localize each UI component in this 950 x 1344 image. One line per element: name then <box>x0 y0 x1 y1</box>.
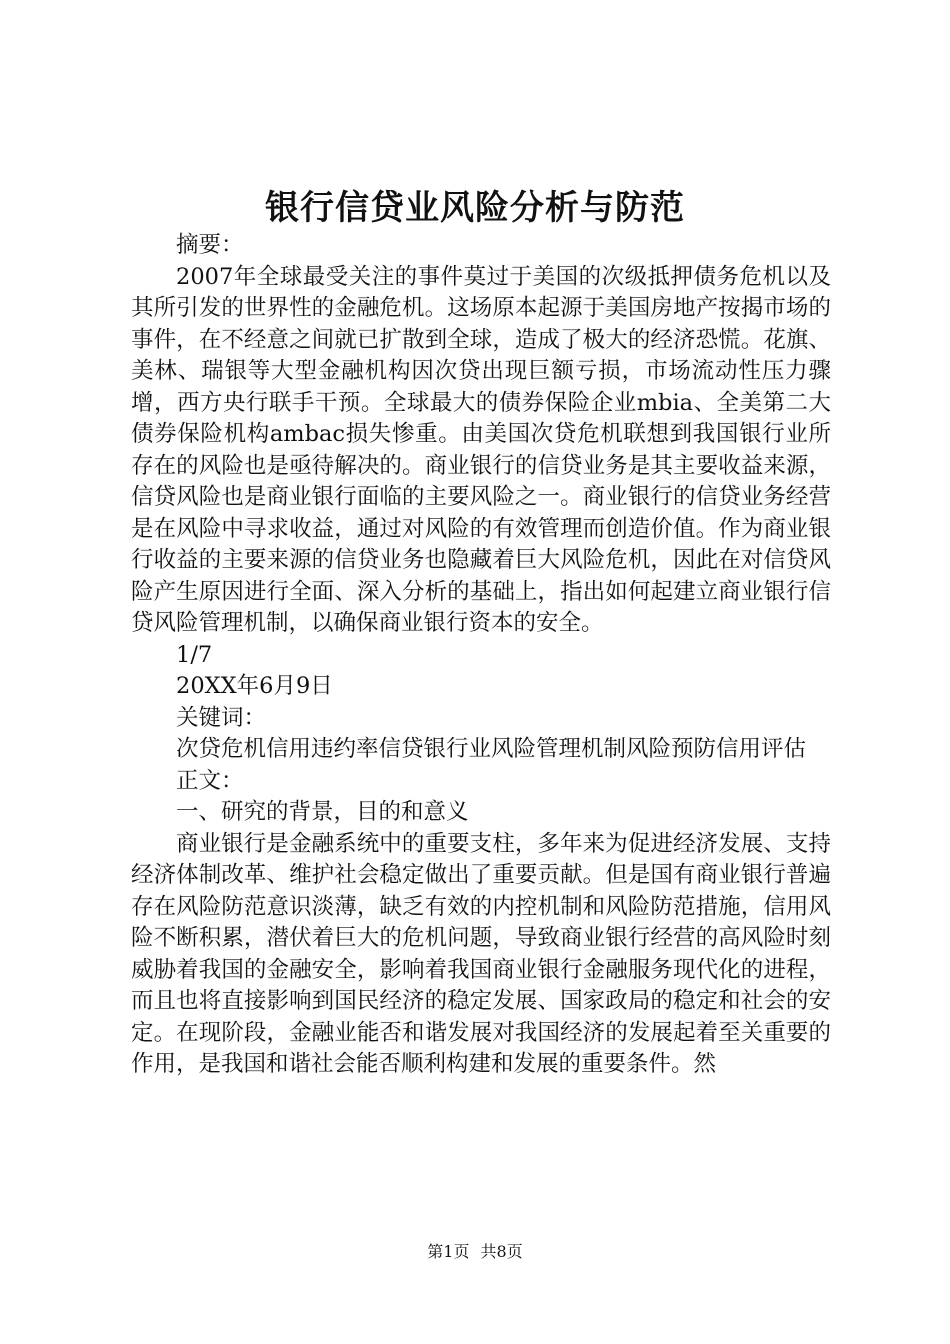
keywords-heading: 关键词： <box>176 704 267 731</box>
page-fraction: 1/7 <box>176 641 213 668</box>
page-total: 共8页 <box>480 1242 523 1261</box>
main-text-heading: 正文： <box>176 767 244 794</box>
page-number: 第1页 <box>427 1242 470 1261</box>
abstract-paragraph: 2007年全球最受关注的事件莫过于美国的次级抵押债务危机以及其所引发的世界性的金融危机。这场原本起源于美国房地产按揭市场的事件，在不经意之间就已扩散到全球，造成了极大的经济恐慌。花旗、美林、瑞银等大型金融机构因次贷出现巨额亏损，市场流动性压力骤增，西方央行联手干预。全球最大的债券保险企业mbia、全美第二大债券保险机构ambac损失惨重。由美国次贷危机联想到我国银行业所存在的风险也是亟待解决的。商业银行的信贷业务是其主要收益来源，信贷风险也是商业银行面临的主要风险之一。商业银行的信贷业务经营是在风险中寻求收益，通过对风险的有效管理而创造价值。作为商业银行收益的主要来源的信贷业务也隐藏着巨大风险危机，因此在对信贷风险产生原因进行全面、深入分析的基础上，指出如何起建立商业银行信贷风险管理机制，以确保商业银行资本的安全。 <box>131 263 831 636</box>
document-title: 银行信贷业风险分析与防范 <box>265 188 685 228</box>
abstract-heading: 摘要： <box>176 232 244 258</box>
keywords-paragraph: 次贷危机信用违约率信贷银行业风险管理机制风险预防信用评估 <box>176 736 807 762</box>
section-heading: 一、研究的背景，目的和意义 <box>176 799 469 825</box>
document-body <box>131 230 831 1081</box>
document-date: 20XX年6月9日 <box>176 673 333 699</box>
body-paragraph: 商业银行是金融系统中的重要支柱，多年来为促进经济发展、支持经济体制改革、维护社会稳定做出了重要贡献。但是国有商业银行普遍存在风险防范意识淡薄，缺乏有效的内控机制和风险防范措施，信用风险不断积累，潜伏着巨大的危机问题，导致商业银行经营的高风险时刻威胁着我国的金融安全，影响着我国商业银行金融服务现代化的进程，而且也将直接影响到国民经济的稳定发展、国家政局的稳定和社会的安定。在现阶段，金融业能否和谐发展对我国经济的发展起着至关重要的作用，是我国和谐社会能否顺利构建和发展的重要条件。然 <box>131 830 831 1077</box>
page-footer <box>0 1240 950 1264</box>
